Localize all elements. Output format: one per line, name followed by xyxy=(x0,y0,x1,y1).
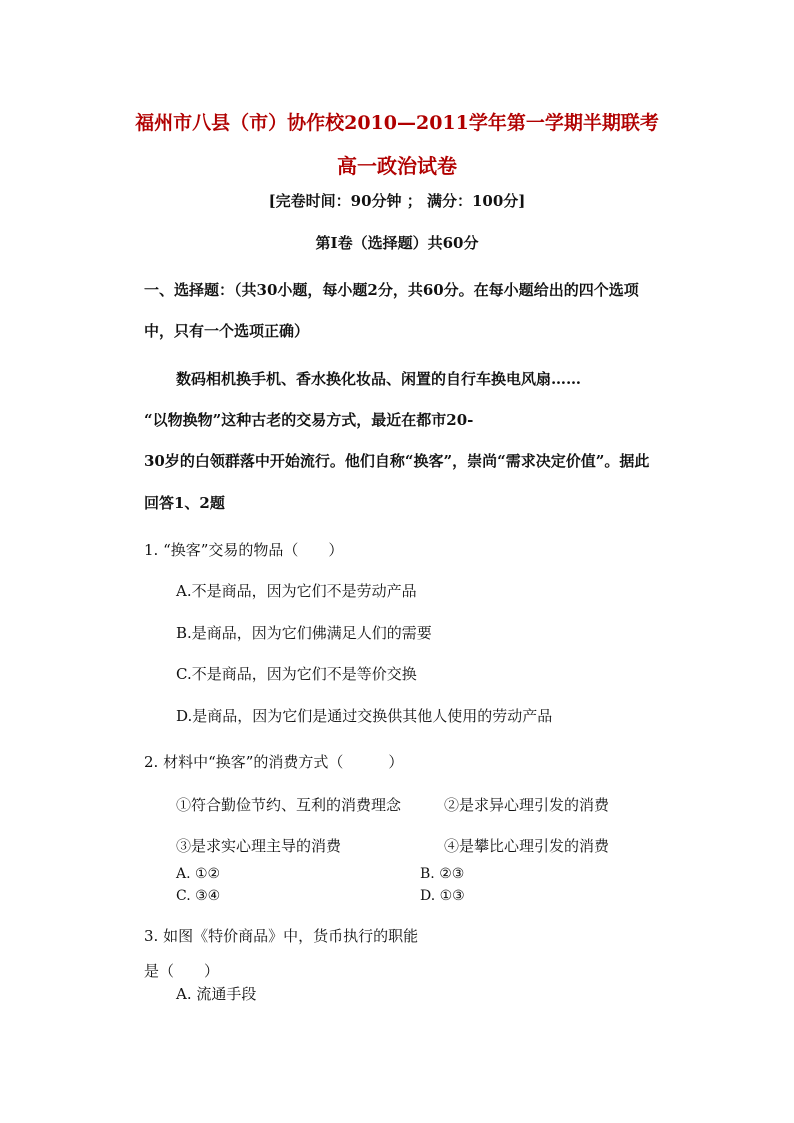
question-2-option-c: C. ③④ xyxy=(176,888,221,904)
section-heading: 第Ⅰ卷（选择题）共60分 xyxy=(315,234,479,252)
exam-title: 福州市八县（市）协作校2010—2011学年第一学期半期联考 xyxy=(135,112,659,134)
question-3-stem-line-2: 是（ ） xyxy=(144,962,220,980)
material-line-1: 数码相机换手机、香水换化妆品、闲置的自行车换电风扇…… xyxy=(176,370,582,388)
question-2-option-d: D. ①③ xyxy=(420,888,465,904)
question-1-option-d: D.是商品，因为它们是通过交换供其他人使用的劳动产品 xyxy=(176,707,553,725)
question-3-option-a: A. 流通手段 xyxy=(176,985,257,1003)
instructions-line-1: 一、选择题：（共30小题，每小题2分，共60分。在每小题给出的四个选项 xyxy=(144,281,639,299)
question-2-stem: 2. 材料中“换客”的消费方式（ ） xyxy=(144,753,404,771)
question-2-statement-4: ④是攀比心理引发的消费 xyxy=(444,837,610,855)
question-1-option-a: A.不是商品，因为它们不是劳动产品 xyxy=(176,582,417,600)
material-line-2: “以物换物”这种古老的交易方式，最近在都市20- xyxy=(144,411,474,429)
question-2-statement-1: ①符合勤俭节约、互利的消费理念 xyxy=(176,796,402,814)
question-3-stem-line-1: 3. 如图《特价商品》中，货币执行的职能 xyxy=(144,927,419,945)
question-2-statement-3: ③是求实心理主导的消费 xyxy=(176,837,342,855)
question-1-option-b: B.是商品，因为它们佛满足人们的需要 xyxy=(176,624,432,642)
material-line-4: 回答1、2题 xyxy=(144,494,225,512)
exam-subtitle: 高一政治试卷 xyxy=(337,154,457,178)
question-2-option-b: B. ②③ xyxy=(420,866,465,882)
instructions-line-2: 中，只有一个选项正确） xyxy=(144,322,310,340)
question-2-option-a: A. ①② xyxy=(176,866,221,882)
material-line-3: 30岁的白领群落中开始流行。他们自称“换客”，崇尚“需求决定价值”。据此 xyxy=(144,452,650,470)
question-1-option-c: C.不是商品，因为它们不是等价交换 xyxy=(176,665,417,683)
question-1-stem: 1. “换客”交易的物品（ ） xyxy=(144,541,344,559)
exam-info: [完卷时间：90分钟 ； 满分：100分] xyxy=(268,192,526,210)
question-2-statement-2: ②是求异心理引发的消费 xyxy=(444,796,610,814)
